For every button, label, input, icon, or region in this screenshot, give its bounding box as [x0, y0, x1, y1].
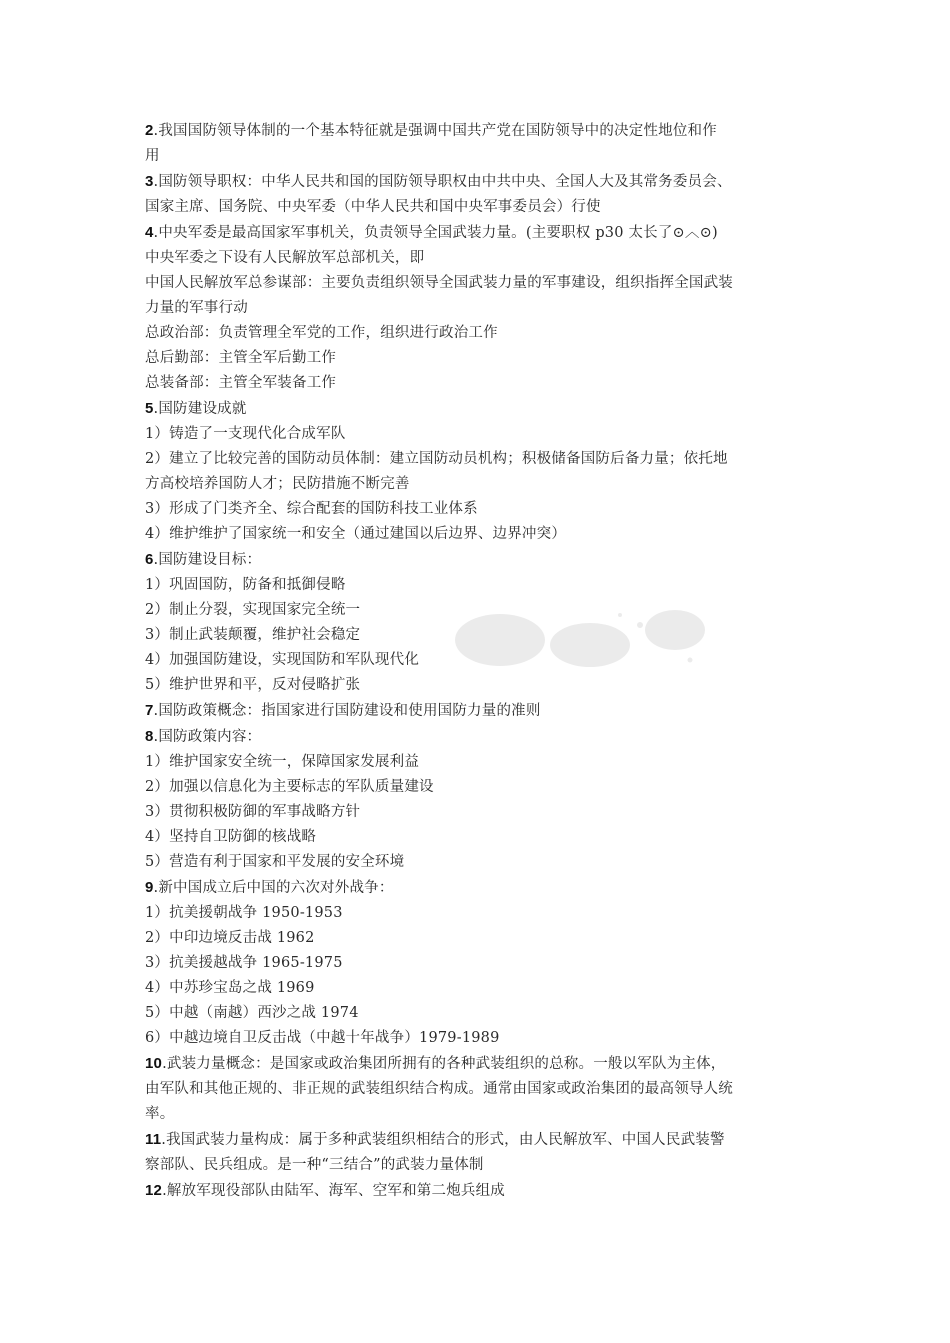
section-line [145, 447, 815, 472]
line-text: 中国人民解放军总参谋部：主要负责组织领导全国武装力量的军事建设，组织指挥全国武装 [145, 275, 733, 291]
line-text: 1）抗美援朝战争 1950-1953 [145, 905, 343, 921]
section-line [145, 1153, 815, 1178]
section-12 [145, 1178, 815, 1204]
line-text: 3）贯彻积极防御的军事战略方针 [145, 804, 361, 820]
line-text: 4）维护维护了国家统一和安全（通过建国以后边界、边界冲突） [145, 526, 567, 542]
section-number: 2 [145, 122, 154, 139]
section-line [145, 1026, 815, 1051]
line-text: 中央军委之下设有人民解放军总部机关，即 [145, 250, 425, 266]
section-number: 8 [145, 728, 154, 745]
section-2 [145, 118, 815, 169]
section-number: 3 [145, 173, 154, 190]
line-text: 5）中越（南越）西沙之战 1974 [145, 1005, 359, 1021]
section-heading [145, 1178, 815, 1204]
section-line [145, 775, 815, 800]
section-11 [145, 1127, 815, 1178]
line-text: 1）维护国家安全统一，保障国家发展利益 [145, 754, 420, 770]
section-line [145, 246, 815, 271]
line-text: 2）中印边境反击战 1962 [145, 930, 315, 946]
line-text: 力量的军事行动 [145, 300, 248, 316]
section-line [145, 195, 815, 220]
section-heading [145, 396, 815, 422]
line-text: 2）建立了比较完善的国防动员体制：建立国防动员机构；积极储备国防后备力量；依托地 [145, 451, 728, 467]
section-line [145, 144, 815, 169]
line-text: 4）中苏珍宝岛之战 1969 [145, 980, 315, 996]
section-line [145, 926, 815, 951]
section-4 [145, 220, 815, 396]
section-line [145, 1102, 815, 1127]
section-8 [145, 724, 815, 875]
line-text: .我国武装力量构成：属于多种武装组织相结合的形式，由人民解放军、中国人民武装警 [161, 1132, 725, 1148]
line-text: .国防政策概念：指国家进行国防建设和使用国防力量的准则 [153, 703, 541, 719]
section-heading [145, 118, 815, 144]
section-heading [145, 220, 815, 246]
line-text: .解放军现役部队由陆军、海军、空军和第二炮兵组成 [162, 1183, 506, 1199]
line-text: 总政治部：负责管理全军党的工作，组织进行政治工作 [145, 325, 498, 341]
line-text: 2）制止分裂，实现国家完全统一 [145, 602, 361, 618]
section-heading [145, 1127, 815, 1153]
line-text: 率。 [145, 1106, 175, 1122]
section-line [145, 951, 815, 976]
section-line [145, 296, 815, 321]
section-number: 6 [145, 551, 154, 568]
section-number: 5 [145, 400, 154, 417]
section-line [145, 750, 815, 775]
section-line [145, 522, 815, 547]
section-line [145, 901, 815, 926]
section-heading [145, 698, 815, 724]
line-text: .国防政策内容： [153, 729, 262, 745]
line-text: 3）制止武装颠覆，维护社会稳定 [145, 627, 361, 643]
section-9 [145, 875, 815, 1051]
section-line [145, 472, 815, 497]
section-line [145, 825, 815, 850]
line-text: 由军队和其他正规的、非正规的武装组织结合构成。通常由国家或政治集团的最高领导人统 [145, 1081, 733, 1097]
line-text: 用 [145, 148, 160, 164]
line-text: .中央军委是最高国家军事机关，负责领导全国武装力量。(主要职权 p30 太长了⊙︿⊙) [153, 225, 718, 241]
section-line [145, 371, 815, 396]
line-text: 2）加强以信息化为主要标志的军队质量建设 [145, 779, 434, 795]
section-10 [145, 1051, 815, 1127]
line-text: .武装力量概念：是国家或政治集团所拥有的各种武装组织的总称。一般以军队为主体， [162, 1056, 726, 1072]
line-text: 4）加强国防建设，实现国防和军队现代化 [145, 652, 420, 668]
section-line [145, 346, 815, 371]
section-7 [145, 698, 815, 724]
line-text: 总装备部：主管全军装备工作 [145, 375, 337, 391]
section-heading [145, 169, 815, 195]
line-text: 1）巩固国防，防备和抵御侵略 [145, 577, 346, 593]
section-line [145, 271, 815, 296]
line-text: 察部队、民兵组成。是一种“三结合”的武装力量体制 [145, 1157, 484, 1173]
section-number: 11 [145, 1131, 162, 1148]
line-text: 6）中越边境自卫反击战（中越十年战争）1979-1989 [145, 1030, 500, 1046]
section-line [145, 800, 815, 825]
line-text: 1）铸造了一支现代化合成军队 [145, 426, 346, 442]
line-text: 4）坚持自卫防御的核战略 [145, 829, 317, 845]
section-heading [145, 724, 815, 750]
line-text: .国防领导职权：中华人民共和国的国防领导职权由中共中央、全国人大及其常务委员会、 [153, 174, 732, 190]
line-text: .我国国防领导体制的一个基本特征就是强调中国共产党在国防领导中的决定性地位和作 [153, 123, 717, 139]
section-heading [145, 547, 815, 573]
section-line [145, 321, 815, 346]
section-line [145, 850, 815, 875]
section-heading [145, 1051, 815, 1077]
section-number: 9 [145, 879, 154, 896]
section-5 [145, 396, 815, 547]
section-number: 4 [145, 224, 154, 241]
scan-smudge [440, 585, 760, 690]
section-3 [145, 169, 815, 220]
section-number: 10 [145, 1055, 163, 1072]
line-text: 3）抗美援越战争 1965-1975 [145, 955, 343, 971]
line-text: 5）营造有利于国家和平发展的安全环境 [145, 854, 405, 870]
section-heading [145, 875, 815, 901]
line-text: 国家主席、国务院、中央军委（中华人民共和国中央军事委员会）行使 [145, 199, 601, 215]
line-text: 3）形成了门类齐全、综合配套的国防科技工业体系 [145, 501, 478, 517]
line-text: 方高校培养国防人才；民防措施不断完善 [145, 476, 410, 492]
section-line [145, 976, 815, 1001]
section-number: 12 [145, 1182, 163, 1199]
line-text: .新中国成立后中国的六次对外战争： [153, 880, 394, 896]
section-line [145, 1077, 815, 1102]
section-line [145, 422, 815, 447]
line-text: .国防建设目标： [153, 552, 262, 568]
section-number: 7 [145, 702, 154, 719]
line-text: .国防建设成就 [153, 401, 247, 417]
line-text: 5）维护世界和平，反对侵略扩张 [145, 677, 361, 693]
section-line [145, 497, 815, 522]
section-line [145, 1001, 815, 1026]
line-text: 总后勤部：主管全军后勤工作 [145, 350, 337, 366]
